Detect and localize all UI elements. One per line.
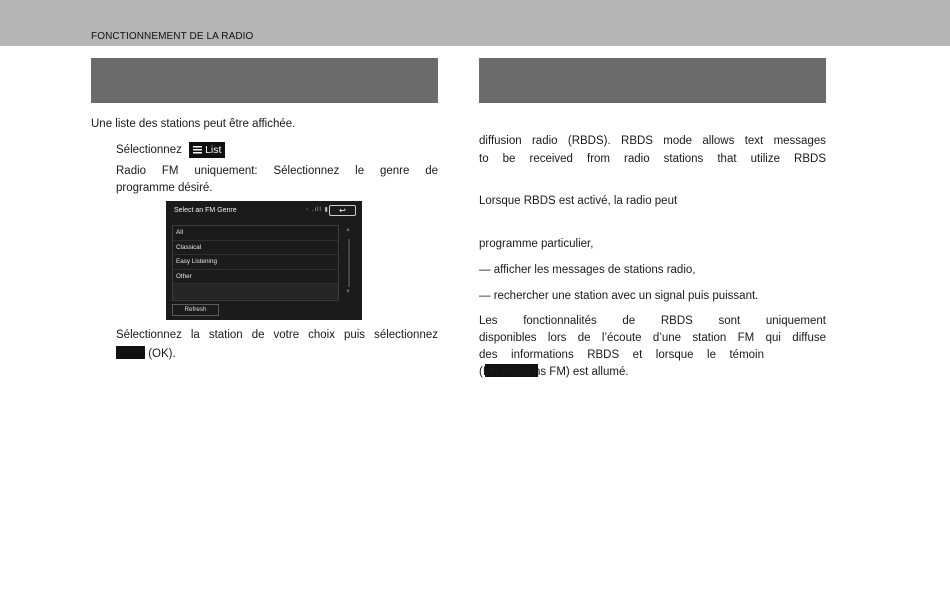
step-3-line-2	[116, 346, 438, 363]
genre-item-classical[interactable]: Classical	[173, 241, 338, 256]
scroll-down-icon[interactable]: ▼	[345, 289, 351, 295]
page-header-title: FONCTIONNEMENT DE LA RADIO	[91, 31, 254, 42]
refresh-button[interactable]: Refresh	[172, 304, 219, 316]
right-section-header	[479, 58, 826, 103]
right-line-10: (Informations FM) est allumé.	[479, 366, 629, 378]
ok-label: (OK).	[148, 348, 176, 360]
fm-genre-screen	[166, 201, 362, 320]
right-line-7: Les fonctionnalités de RBDS sont uniquement	[479, 315, 826, 327]
list-button[interactable]	[189, 142, 225, 158]
genre-item-easy-listening[interactable]: Easy Listening	[173, 255, 338, 270]
genre-item-other[interactable]: Other	[173, 270, 338, 285]
list-button-label: List	[205, 143, 222, 156]
right-line-6: — rechercher une station avec un signal puis puissant.	[479, 290, 759, 302]
right-line-9-text: des informations RBDS et lorsque le témoin	[479, 349, 764, 361]
step-2-line-1: Radio FM uniquement: Sélectionnez le genre de	[116, 165, 438, 177]
ok-button[interactable]	[116, 346, 145, 359]
status-icons: ◦ .ıll ▮	[306, 207, 329, 213]
back-arrow-icon: ↩	[339, 206, 346, 215]
genre-item-empty	[173, 284, 338, 299]
genre-list	[172, 225, 339, 301]
right-line-1: diffusion radio (RBDS). RBDS mode allows text messages	[479, 135, 826, 147]
intro-text: Une liste des stations peut être affichée.	[91, 118, 296, 130]
right-line-5: — afficher les messages de stations radio,	[479, 264, 696, 276]
screen-title: Select an FM Genre	[174, 207, 237, 214]
left-section-header	[91, 58, 438, 103]
right-line-2: to be received from radio stations that utilize RBDS	[479, 153, 826, 165]
right-line-4: programme particulier,	[479, 238, 594, 250]
list-icon	[193, 146, 202, 155]
step-2-line-2: programme désiré.	[116, 182, 213, 194]
step-3-line-1: Sélectionnez la station de votre choix puis sélectionnez	[116, 329, 438, 341]
scrollbar[interactable]	[348, 239, 350, 287]
step-1	[116, 142, 438, 159]
back-button[interactable]	[329, 205, 356, 216]
right-line-3: Lorsque RBDS est activé, la radio peut	[479, 195, 678, 207]
page-header-bar	[0, 0, 950, 46]
right-line-8: disponibles lors de l’écoute d’une station FM qui diffuse	[479, 332, 826, 344]
scroll-up-icon[interactable]: ▲	[345, 227, 351, 233]
step-1-text: Sélectionnez	[116, 144, 182, 157]
genre-item-all[interactable]: All	[173, 226, 338, 241]
